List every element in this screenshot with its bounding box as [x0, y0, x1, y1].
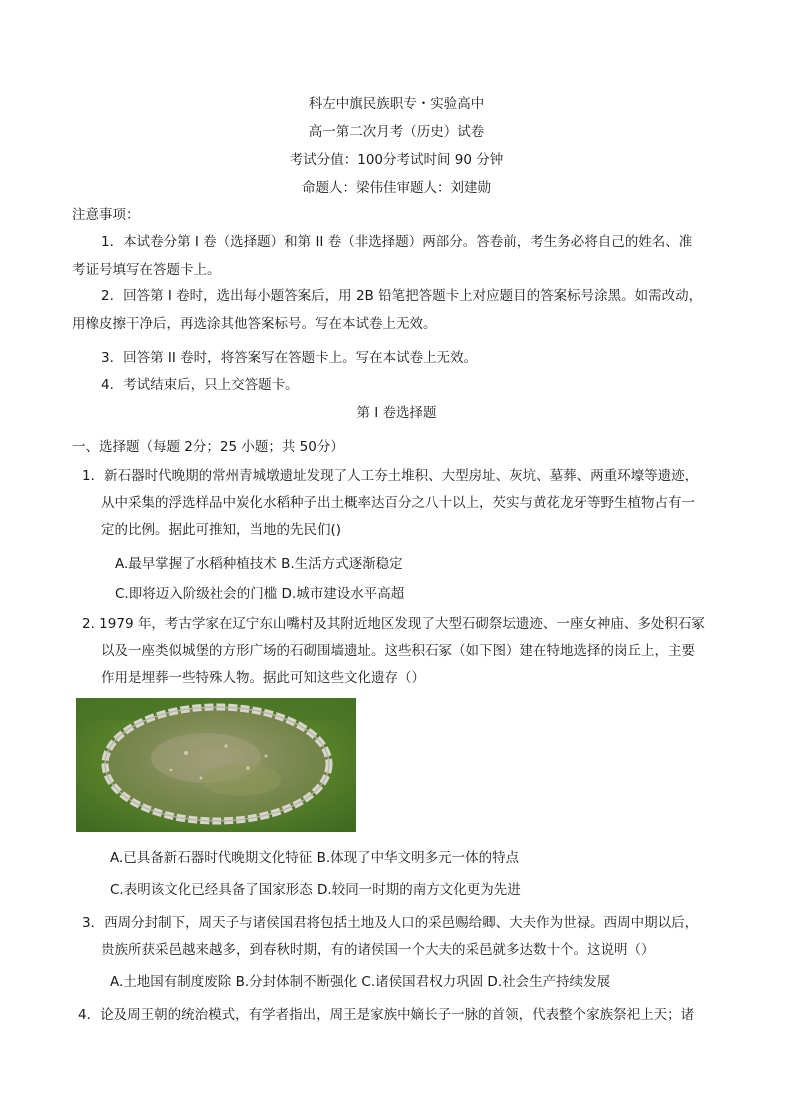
score-time-line: 考试分值：100分考试时间 90 分钟 [289, 152, 504, 168]
school-name: 科左中旗民族职专・实验高中 [308, 96, 485, 112]
q1-options-cd: C.即将迈入阶级社会的门槛 D.城市建设水平高超 [115, 586, 405, 602]
q2-options-cd: C.表明该文化已经具备了国家形态 D.较同一时期的南方文化更为先进 [110, 882, 521, 898]
notice-item-4: 4．考试结束后，只上交答题卡。 [101, 377, 299, 393]
stone-tomb-photo [76, 698, 356, 832]
q1-stem-cont: 从中采集的浮选样品中炭化水稻种子出土概率达百分之八十以上，芡实与黄花龙牙等野生植物占有一 [101, 495, 695, 511]
q2-stem: 2. 1979 年，考古学家在辽宁东山嘴村及其附近地区发现了大型石砌祭坛遗迹、一座女神庙、多处积石冢 [82, 616, 705, 632]
notice-item-1-cont: 考证号填写在答题卡上。 [72, 262, 221, 278]
q1-stem-cont-2: 定的比例。据此可推知，当地的先民们() [101, 522, 342, 538]
section-title: 第 I 卷选择题 [356, 405, 437, 421]
notice-item-2-cont: 用橡皮擦干净后，再选涂其他答案标号。写在本试卷上无效。 [72, 316, 437, 332]
notice-item-2: 2．回答第 I 卷时，选出每小题答案后，用 2B 铅笔把答题卡上对应题目的答案标号涂黑。如需改动， [101, 288, 703, 304]
q2-stem-cont-2: 作用是埋葬一些特殊人物。据此可知这些文化遗存（） [101, 670, 425, 686]
q4-stem: 4．论及周王朝的统治模式，有学者指出，周王是家族中嫡长子一脉的首领，代表整个家族祭祀上天；诸 [78, 1007, 695, 1023]
q3-options: A.土地国有制度废除 B.分封体制不断强化 C.诸侯国君权力巩固 D.社会生产持续发展 [110, 974, 611, 990]
q1-stem: 1．新石器时代晚期的常州青城墩遗址发现了人工夯土堆积、大型房址、灰坑、墓葬、两重环壕等遗迹， [82, 468, 699, 484]
notice-title: 注意事项： [72, 207, 140, 223]
notice-item-1: 1．本试卷分第 I 卷（选择题）和第 II 卷（非选择题）两部分。答卷前，考生务必将自己的姓名、准 [101, 234, 693, 250]
q3-stem-cont: 贵族所获采邑越来越多，到春秋时期，有的诸侯国一个大夫的采邑就多达数十个。这说明（） [101, 942, 655, 958]
q3-stem: 3．西周分封制下，周天子与诸侯国君将包括土地及人口的采邑赐给卿、大夫作为世禄。西周中期以后， [82, 915, 699, 931]
section-heading: 一、选择题（每题 2分；25 小题；共 50分） [72, 439, 344, 455]
exam-title: 高一第二次月考（历史）试卷 [308, 124, 485, 140]
q2-options-ab: A.已具备新石器时代晚期文化特征 B.体现了中华文明多元一体的特点 [110, 850, 520, 866]
q2-stem-cont: 以及一座类似城堡的方形广场的石砌围墙遗址。这些积石冢（如下图）建在特地选择的岗丘上，主要 [101, 643, 695, 659]
q1-options-ab: A.最早掌握了水稻种植技术 B.生活方式逐渐稳定 [115, 556, 403, 572]
authors-line: 命题人：梁伟佳审题人：刘建勋 [302, 180, 491, 196]
notice-item-3: 3．回答第 II 卷时，将答案写在答题卡上。写在本试卷上无效。 [101, 350, 478, 366]
